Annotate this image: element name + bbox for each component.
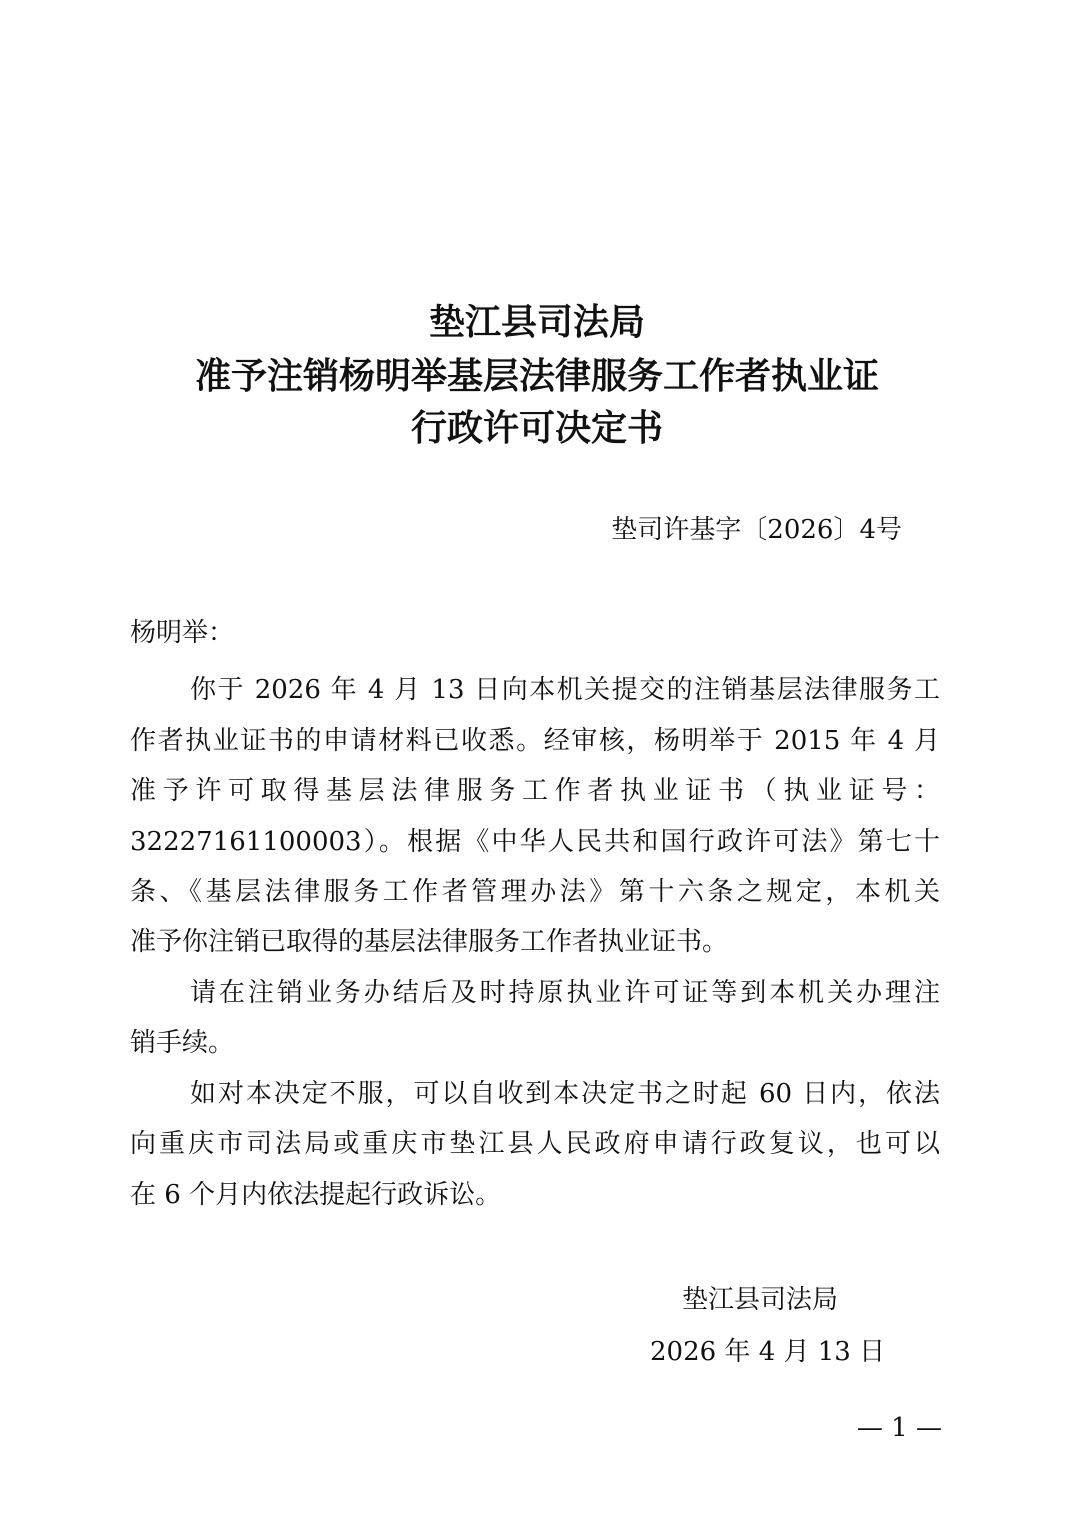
- salutation: 杨明举：: [130, 618, 235, 648]
- text-line: 32227161100003）。根据《中华人民共和国行政许可法》第七十: [130, 827, 940, 857]
- signature-date: 2026 年 4 月 13 日: [650, 1337, 886, 1367]
- text-line: 如对本决定不服，可以自收到本决定书之时起 60 日内，依法: [190, 1079, 940, 1109]
- title-line-3: 行政许可决定书: [410, 407, 663, 449]
- title-line-1: 垫江县司法局: [428, 301, 645, 343]
- text-line: 准予许可取得基层法律服务工作者执业证书（执业证号：: [130, 776, 940, 806]
- signature-org: 垫江县司法局: [682, 1285, 839, 1315]
- text-line: 准予你注销已取得的基层法律服务工作者执业证书。: [130, 927, 729, 957]
- title-line-2: 准予注销杨明举基层法律服务工作者执业证: [194, 355, 879, 397]
- document-number: 垫司许基字〔2026〕4号: [611, 515, 902, 545]
- text-line: 条、《基层法律服务工作者管理办法》第十六条之规定，本机关: [130, 877, 940, 907]
- text-line: 向重庆市司法局或重庆市垫江县人民政府申请行政复议，也可以: [130, 1129, 940, 1159]
- page-number: — 1 —: [856, 1413, 942, 1443]
- text-line: 作者执业证书的申请材料已收悉。经审核，杨明举于 2015 年 4 月: [130, 726, 940, 756]
- text-line: 你于 2026 年 4 月 13 日向本机关提交的注销基层法律服务工: [190, 675, 940, 705]
- text-line: 销手续。: [130, 1028, 235, 1058]
- text-line: 在 6 个月内依法提起行政诉讼。: [130, 1180, 502, 1210]
- text-line: 请在注销业务办结后及时持原执业许可证等到本机关办理注: [190, 978, 940, 1008]
